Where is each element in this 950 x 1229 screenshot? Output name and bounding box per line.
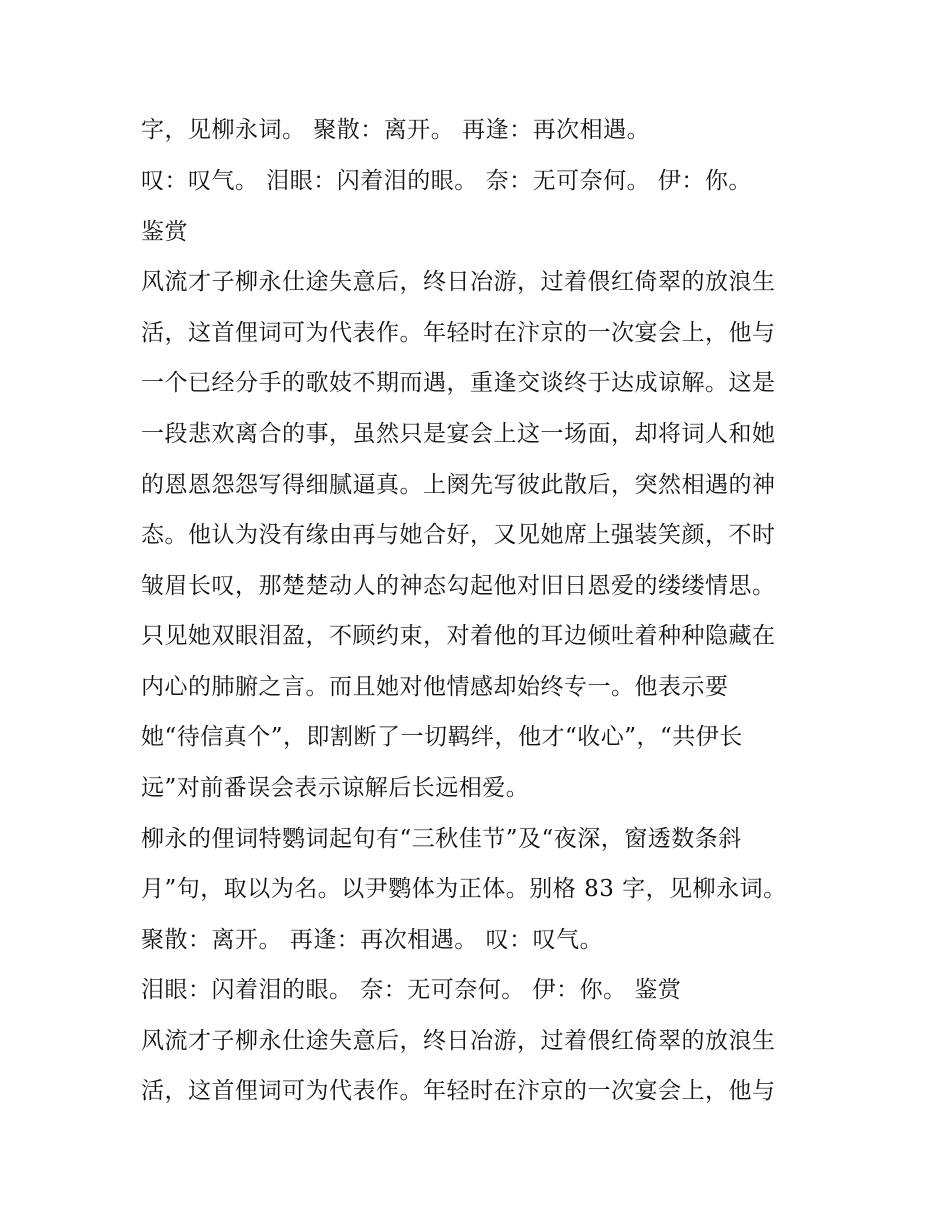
text-line: 她“待信真个”，即割断了一切羁绊，他才“收心”，“共伊长 (141, 724, 743, 750)
text-line: 风流才子柳永仕途失意后，终日冶游，过着偎红倚翠的放浪生 (141, 1028, 776, 1054)
text-line: 的恩恩怨怨写得细腻逼真。上阕先写彼此散后，突然相遇的神 (141, 472, 776, 498)
text-line: 一个已经分手的歌妓不期而遇，重逢交谈终于达成谅解。这是 (141, 370, 776, 396)
text-line: 月”句，取以为名。以尹鹦体为正体。别格 83 字，见柳永词。 (141, 876, 787, 902)
text-line: 风流才子柳永仕途失意后，终日冶游，过着偎红倚翠的放浪生 (141, 269, 776, 295)
text-line: 活，这首俚词可为代表作。年轻时在汴京的一次宴会上，他与 (141, 320, 776, 346)
text-line: 字，见柳永词。 聚散：离开。 再逢：再次相遇。 (141, 117, 651, 143)
text-line: 态。他认为没有缘由再与她合好，又见她席上强装笑颜，不时 (141, 522, 776, 548)
text-line: 活，这首俚词可为代表作。年轻时在汴京的一次宴会上，他与 (141, 1078, 776, 1104)
section-heading: 鉴赏 (141, 219, 188, 245)
text-line: 皱眉长叹，那楚楚动人的神态勾起他对旧日恩爱的缕缕情思。 (141, 573, 776, 599)
text-line: 一段悲欢离合的事，虽然只是宴会上这一场面，却将词人和她 (141, 421, 776, 447)
text-line: 只见她双眼泪盈，不顾约束，对着他的耳边倾吐着种种隐藏在 (141, 623, 776, 649)
text-line: 内心的肺腑之言。而且她对他情感却始终专一。他表示要 (141, 674, 729, 700)
text-line: 聚散：离开。 再逢：再次相遇。 叹：叹气。 (141, 927, 604, 953)
text-line: 远”对前番误会表示谅解后长远相爱。 (141, 775, 530, 801)
text-line: 泪眼：闪着泪的眼。 奈：无可奈何。 伊：你。 鉴赏 (141, 977, 682, 1003)
text-line: 柳永的俚词特鹦词起句有“三秋佳节”及“夜深，窗透数条斜 (141, 826, 742, 852)
text-line: 叹：叹气。 泪眼：闪着泪的眼。 奈：无可奈何。 伊：你。 (141, 168, 752, 194)
